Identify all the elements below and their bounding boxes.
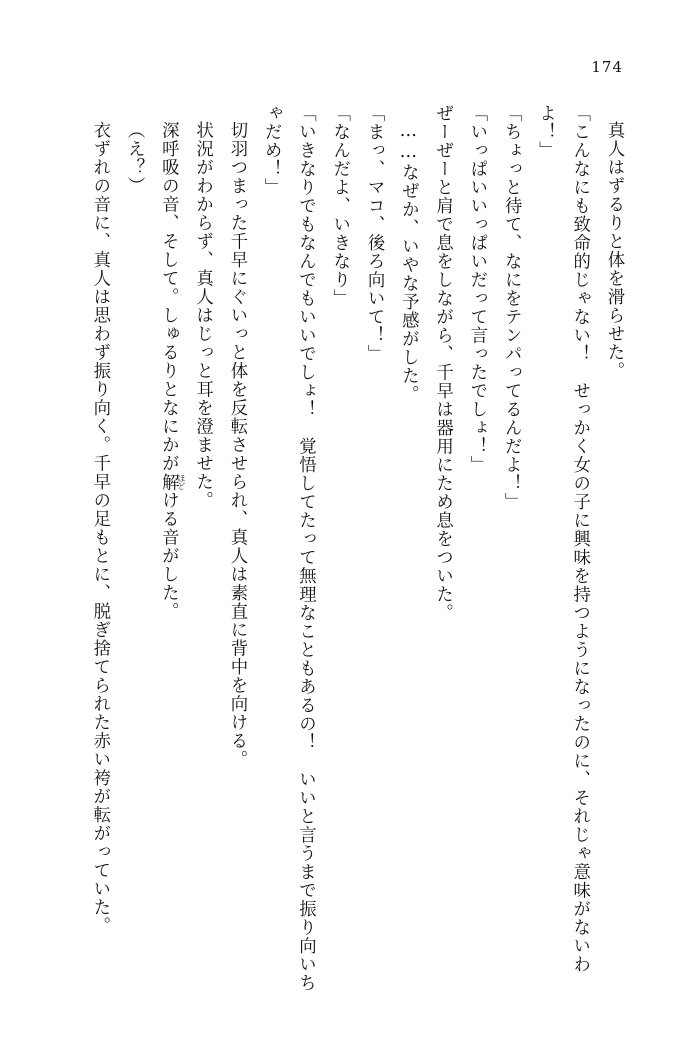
paragraph: ……なぜか、いやな予感がした。 — [398, 121, 419, 405]
paragraph: （え？） — [124, 121, 145, 196]
page-number: 174 — [591, 58, 623, 76]
paragraph: 衣ずれの音に、真人は思わず振り向く。千早の足もとに、脱ぎ捨てられた赤い袴が転がっていた。 — [89, 121, 110, 936]
paragraph-with-ruby: 深呼吸の音、そして。しゅるりとなにかが解ほどける音がした。 — [158, 121, 186, 621]
body-text — [62, 104, 631, 1004]
paragraph: 「まっ、マコ、後ろ向いて！」 — [364, 104, 385, 363]
paragraph: 状況がわからず、真人はじっと耳を澄ませた。 — [192, 121, 213, 510]
paragraph: 「いっぱいいっぱいだって言ったでしょ！」 — [466, 104, 487, 474]
paragraph: 真人はずるりと体を滑らせた。 — [604, 121, 624, 381]
paragraph: 「なんだよ、いきなり」 — [329, 104, 350, 308]
paragraph: 「こんなにも致命的じゃない！ せっかく女の子に興味を持つようになったのに、それじゃ意味がないわよ！」 — [535, 104, 590, 974]
paragraph: 「いきなりでもなんでもいいでしょ！ 覚悟してたって無理なこともあるの！ いいと言うまで振り向いちゃだめ！」 — [261, 104, 316, 992]
paragraph: 「ちょっと待て、なにをテンパってるんだよ！」 — [501, 104, 522, 511]
paragraph: 切羽つまった千早にぐいっと体を反転させられ、真人は素直に背中を向ける。 — [226, 121, 247, 769]
paragraph: ぜーぜーと肩で息をしながら、千早は器用にため息をついた。 — [432, 104, 453, 622]
